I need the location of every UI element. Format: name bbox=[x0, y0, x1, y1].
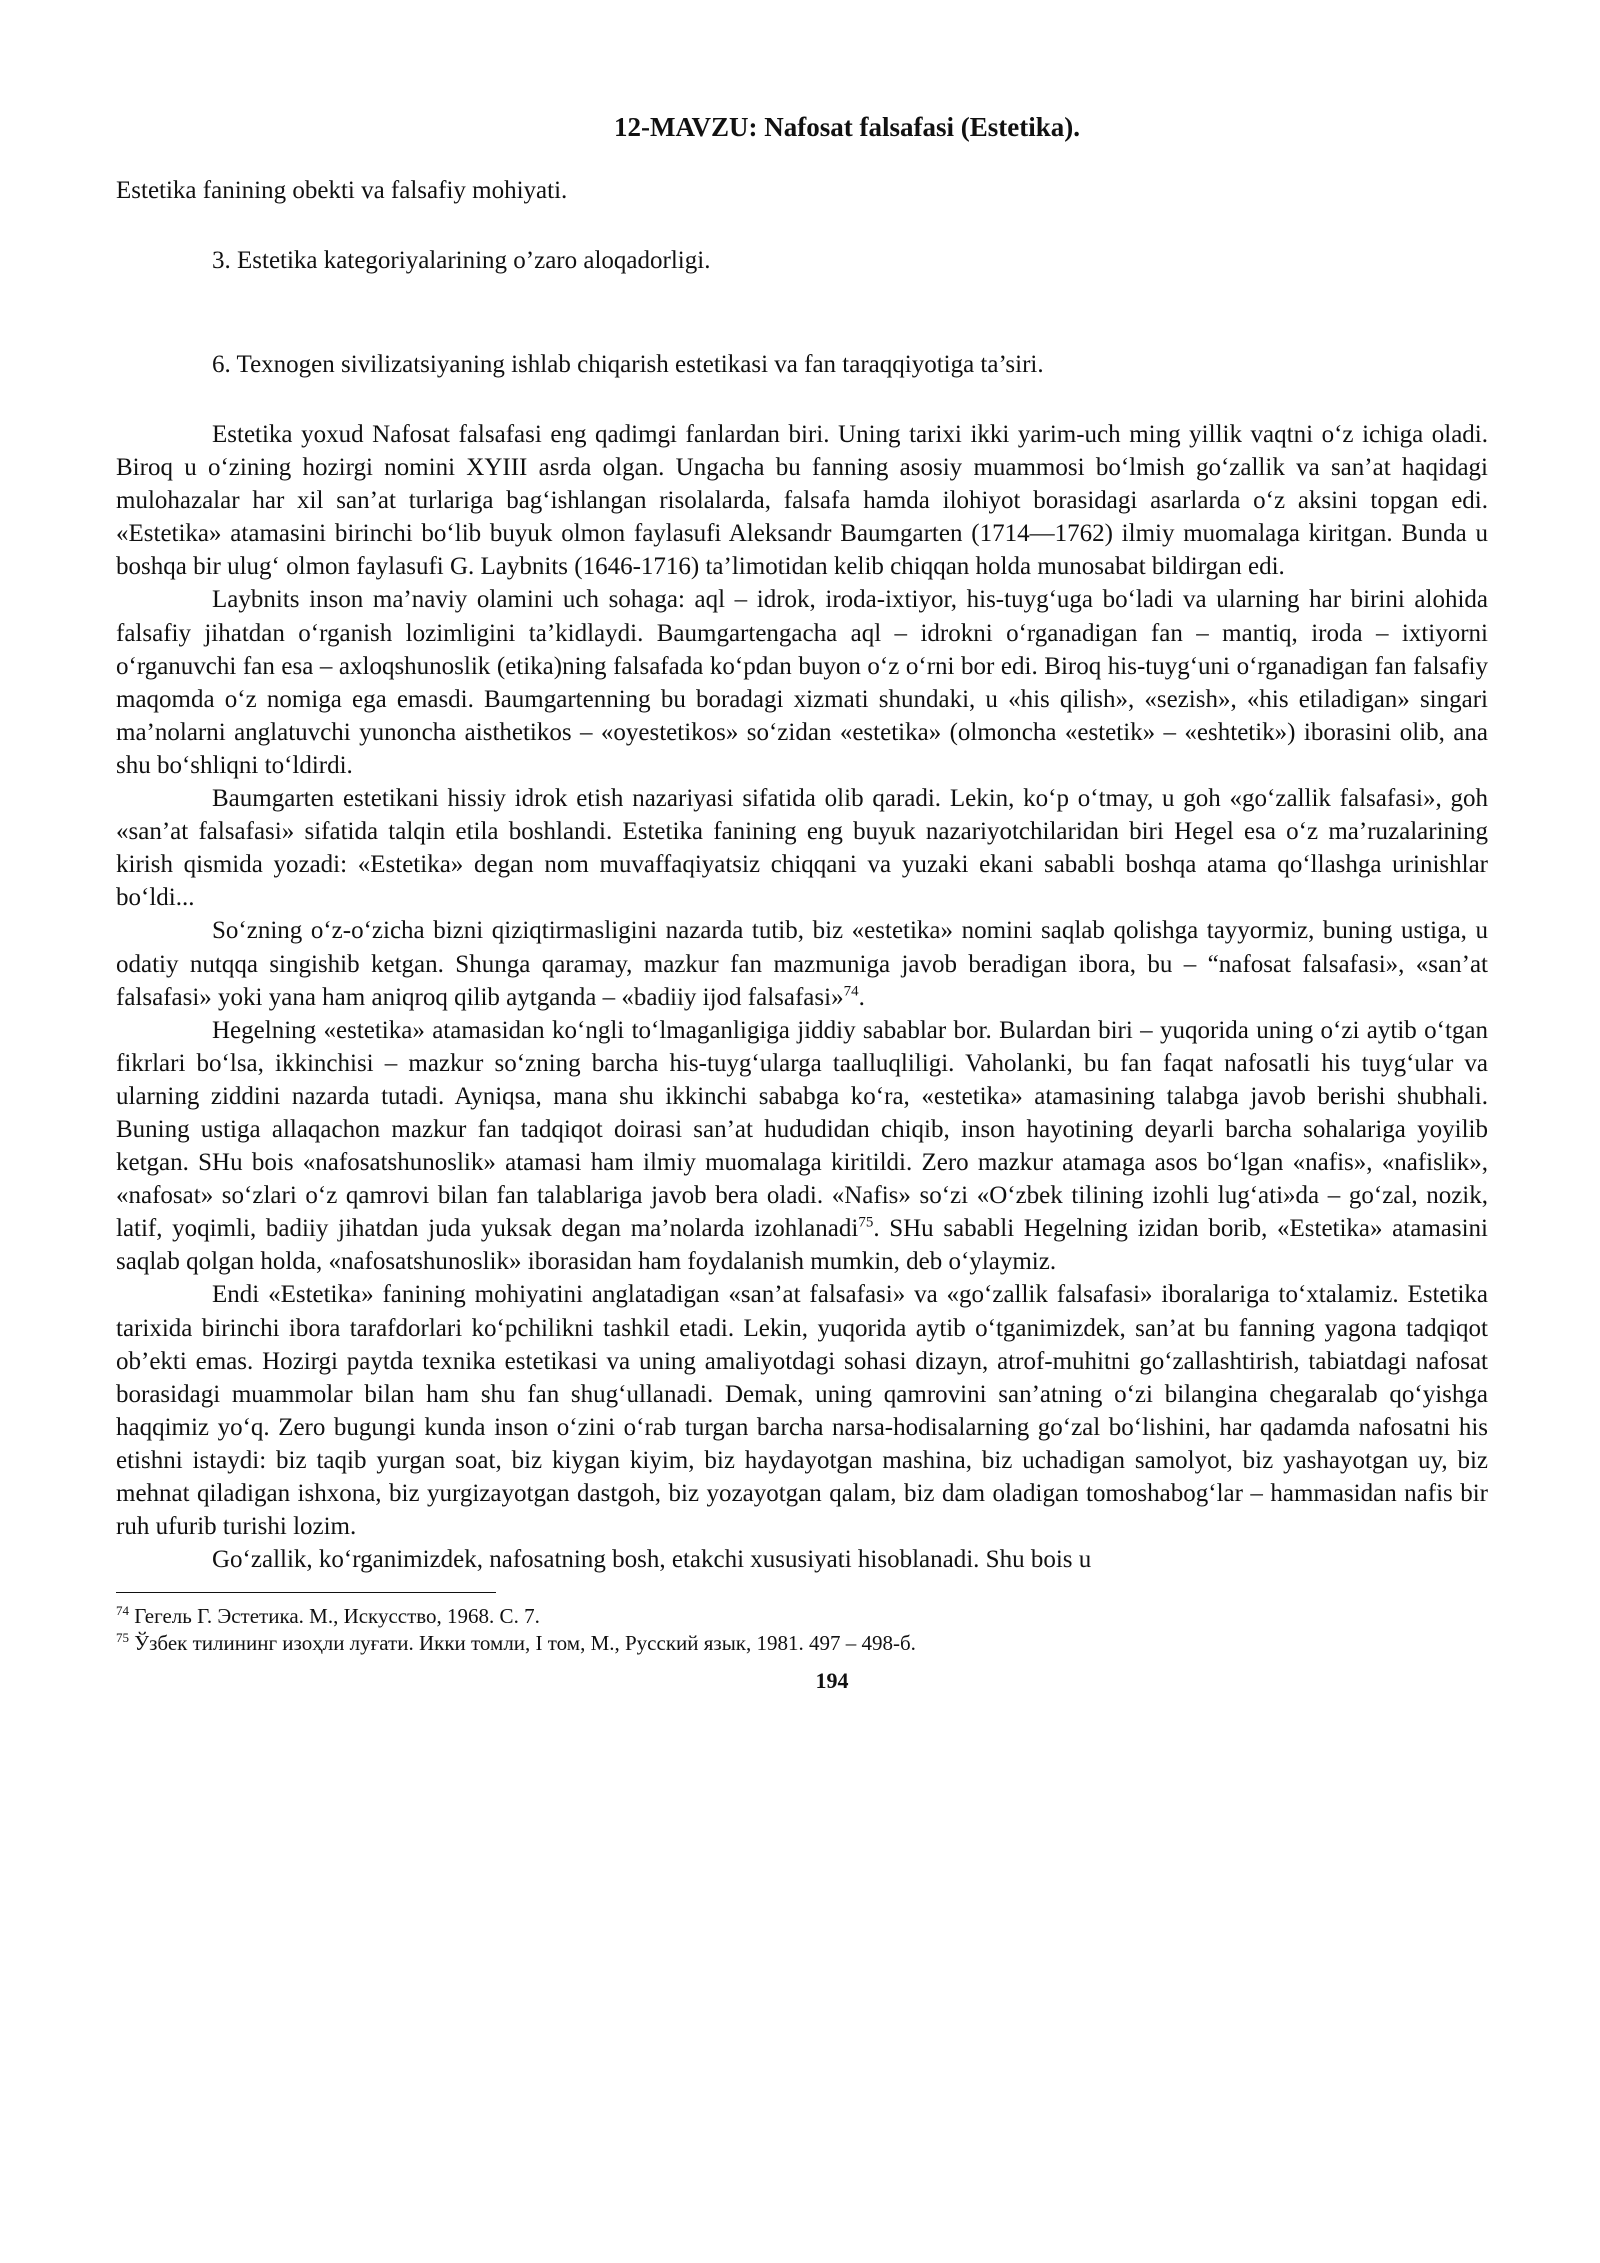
page-number: 194 bbox=[815, 1668, 849, 1694]
page-title: 12-MAVZU: Nafosat falsafasi (Estetika). bbox=[614, 112, 1080, 142]
footnotes bbox=[116, 1603, 1488, 1657]
document-page bbox=[116, 110, 1488, 1695]
footnote-74: $^{74}$ Гегель Г. Эстетика. М., Искусство, 1968. С. 7. bbox=[116, 1603, 540, 1629]
paragraph-6: Endi «Estetika» fanining mohiyatini anglatadigan «san’at falsafasi» va «go‘zallik falsafasi» iboralariga to‘xtalamiz. Estetika tarixida birinchi ibora tarafdorlari ko‘pchilikni tashkil etadi. Lekin, yuqorida aytib o‘tganimizdek, san’at bu fanning yagona tadqiqot ob’ekti emas. Hozirgi paytda texnika estetikasi va uning amaliyotdagi sohasi dizayn, atrof-muhitni go‘zallashtirish, tabiatdagi nafosat borasidagi muammolar bilan ham shu fan shug‘ullanadi. Demak, uning qamrovini san’atning o‘zi bilangina chegaralab qo‘yishga haqqimiz yo‘q. Zero bugungi kunda inson o‘zini o‘rab turgan barcha narsa-hodisalarning go‘zal bo‘lishini, har qadamda nafosatni his etishni istaydi: biz taqib yurgan soat, biz kiygan kiyim, biz haydayotgan mashina, biz uchadigan samolyot, biz yashayotgan uy, biz mehnat qiladigan ishxona, biz yurgizayotgan dastgoh, biz yozayotgan qalam, biz dam oladigan tomoshabog‘lar – hammasidan nafis bir ruh ufurib turishi lozim. bbox=[116, 1281, 1488, 1541]
footnote-divider bbox=[116, 1592, 496, 1593]
footnote-ref-74: 74 bbox=[843, 983, 859, 1000]
paragraph-2: Laybnits inson ma’naviy olamini uch sohaga: aql – idrok, iroda-ixtiyor, his-tuyg‘uga bo‘ladi va ularning har birini alohida falsafiy jihatdan o‘rganish lozimligini ta’kidlaydi. Baumgartengacha aql – idrokni o‘rganadigan fan – mantiq, iroda – ixtiyorni o‘rganuvchi fan esa – axloqshunoslik (etika)ning falsafada ko‘pdan buyon o‘z o‘rni bor edi. Biroq his-tuyg‘uni o‘rganadigan fan falsafiy maqomda o‘z nomiga ega emasdi. Baumgartenning bu boradagi xizmati shundaki, u «his qilish», «sezish», «his etiladigan» singari ma’nolarni anglatuvchi yunoncha aisthetikos – «oyestetikos» so‘zidan «estetika» (olmoncha «estetik» – «eshtetik») iborasini olib, ana shu bo‘shliqni to‘ldirdi. bbox=[116, 586, 1488, 779]
paragraph-4: So‘zning o‘z-o‘zicha bizni qiziqtirmasligini nazarda tutib, biz «estetika» nomini saqlab qolishga tayyormiz, buning ustiga, u odatiy nutqqa singishib ketgan. Shunga qaramay, mazkur fan mazmuniga javob beradigan ibora, bu – “nafosat falsafasi», «san’at falsafasi» yoki yana ham aniqroq qilib aytganda – «badiiy ijod falsafasi»$^{74}$. bbox=[116, 917, 1488, 1011]
paragraph-1: Estetika yoxud Nafosat falsafasi eng qadimgi fanlardan biri. Uning tarixi ikki yarim-uch ming yillik vaqtni o‘z ichiga oladi. Biroq u o‘zining hozirgi nomini XYIII asrda olgan. Ungacha bu fanning asosiy muammosi bo‘lmish go‘zallik va san’at haqidagi mulohazalar har xil san’at turlariga bag‘ishlangan risolalarda, falsafa hamda ilohiyot borasidagi asarlarda o‘z aksini topgan edi. «Estetika» atamasini birinchi bo‘lib buyuk olmon faylasufi Aleksandr Baumgarten (1714—1762) ilmiy muomalaga kiritgan. Bunda u boshqa bir ulug‘ olmon faylasufi G. Laybnits (1646-1716) ta’limotidan kelib chiqqan holda munosabat bildirgan edi. bbox=[116, 421, 1488, 581]
paragraph-5: Hegelning «estetika» atamasidan ko‘ngli to‘lmaganligiga jiddiy sabablar bor. Bulardan biri – yuqorida uning o‘zi aytib o‘tgan fikrlari bo‘lsa, ikkinchisi – mazkur so‘zning barcha his-tuyg‘ularga taalluqliligi. Vaholanki, bu fan faqat nafosatli his tuyg‘ular va ularning ziddini nazarda tutadi. Ayniqsa, mana shu ikkinchi sababga ko‘ra, «estetika» atamasining talabga javob berishi shubhali. Buning ustiga allaqachon mazkur fan tadqiqot doirasi san’at hududidan chiqib, inson hayotining deyarli barcha sohalariga yoyilib ketgan. SHu bois «nafosatshunoslik» atamasi ham ilmiy muomalaga kiritildi. Zero mazkur atamaga asos bo‘lgan «nafis», «nafislik», «nafosat» so‘zlari o‘z qamrovi bilan fan talablariga javob bera oladi. «Nafis» so‘zi «O‘zbek tilining izohli lug‘ati»da – go‘zal, nozik, latif, yoqimli, badiiy jihatdan juda yuksak degan ma’nolarda izohlanadi$^{75}$. SHu sababli Hegelning izidan borib, «Estetika» atamasini saqlab qolgan holda, «nafosatshunoslik» iborasidan ham foydalanish mumkin, deb o‘ylaymiz. bbox=[116, 1016, 1488, 1276]
paragraph-7: Go‘zallik, ko‘rganimizdek, nafosatning bosh, etakchi xususiyati hisoblanadi. Shu bois u bbox=[212, 1546, 1092, 1574]
outline-item-6: 6. Texnogen sivilizatsiyaning ishlab chiqarish estetikasi va fan taraqqiyotiga ta’siri. bbox=[212, 351, 1044, 378]
body-text bbox=[116, 418, 1488, 1576]
footnote-75: $^{75}$ Ўзбек тилининг изоҳли луғати. Икки томли, I том, М., Русский язык, 1981. 497 – 498-б. bbox=[116, 1630, 916, 1656]
outline-item-1: Estetika fanining obekti va falsafiy mohiyati. bbox=[116, 177, 568, 204]
outline-item-3: 3. Estetika kategoriyalarining o’zaro aloqadorligi. bbox=[212, 247, 711, 274]
footnote-ref-75: 75 bbox=[858, 1214, 874, 1231]
paragraph-3: Baumgarten estetikani hissiy idrok etish nazariyasi sifatida olib qaradi. Lekin, ko‘p o‘tmay, u goh «go‘zallik falsafasi», goh «san’at falsafasi» sifatida talqin etila boshlandi. Estetika fanining eng buyuk nazariyotchilaridan biri Hegel esa o‘z ma’ruzalarining kirish qismida yozadi: «Estetika» degan nom muvaffaqiyatsiz chiqqani va yuzaki ekani sababli boshqa atama qo‘llashga urinishlar bo‘ldi... bbox=[116, 785, 1488, 912]
